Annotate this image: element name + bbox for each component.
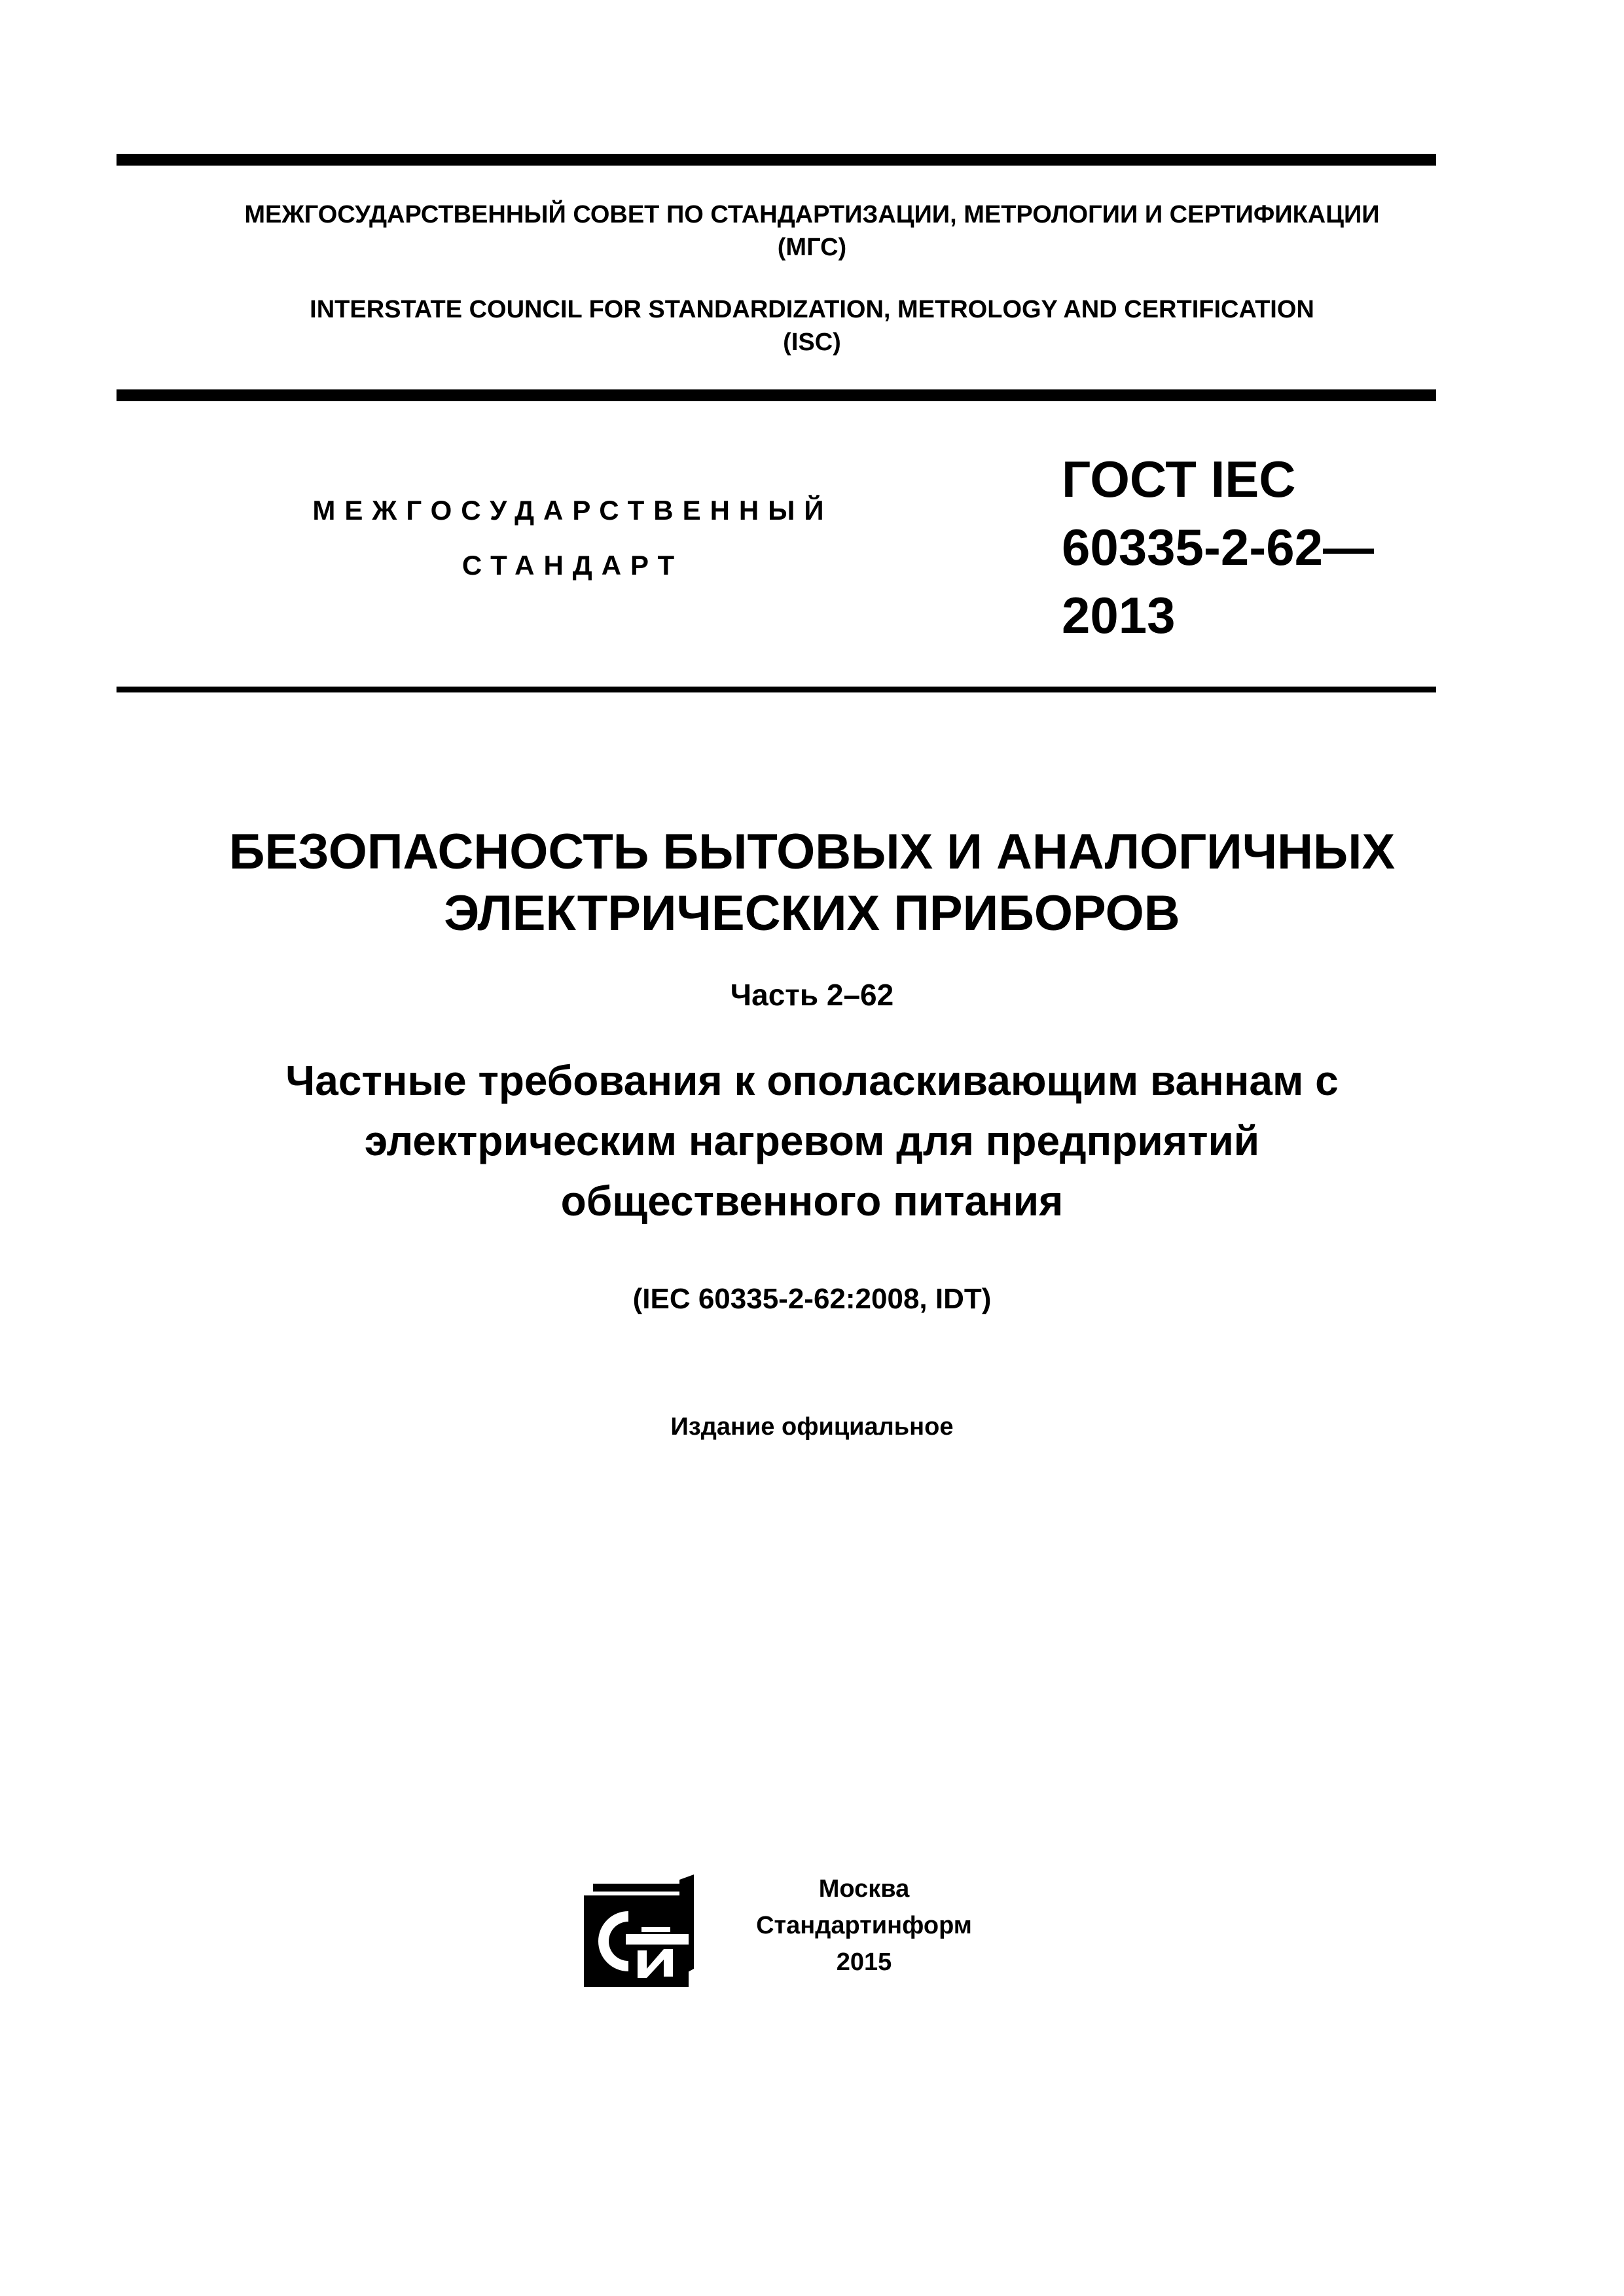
publisher-name: Стандартинформ: [756, 1912, 972, 1939]
middle-rule: [117, 389, 1436, 401]
part-number: Часть 2–62: [730, 978, 894, 1012]
gost-line2: 60335-2-62—: [1062, 518, 1374, 576]
thin-rule: [117, 687, 1436, 692]
standard-label-line2: СТАНДАРТ: [461, 550, 684, 581]
subtitle-line1: Частные требования к ополаскивающим ваннам с: [285, 1057, 1339, 1104]
publisher-city: Москва: [818, 1875, 910, 1903]
council-en: [0, 293, 1624, 359]
title-line2: ЭЛЕКТРИЧЕСКИХ ПРИБОРОВ: [444, 886, 1180, 941]
gost-designation: [1062, 445, 1428, 649]
title-line1: БЕЗОПАСНОСТЬ БЫТОВЫХ И АНАЛОГИЧНЫХ: [228, 824, 1396, 880]
gost-line3: 2013: [1062, 586, 1176, 644]
iec-reference: (IEC 60335-2-62:2008, IDT): [632, 1283, 992, 1315]
edition-note: Издание официальное: [670, 1413, 954, 1441]
council-en-name: INTERSTATE COUNCIL FOR STANDARDIZATION, METROLOGY AND CERTIFICATION: [310, 296, 1314, 323]
subtitle-line3: общественного питания: [560, 1177, 1064, 1225]
standartinform-logo-icon: [581, 1872, 706, 1993]
publisher-year: 2015: [836, 1948, 892, 1976]
document-title: [0, 821, 1624, 944]
subtitle-line2: электрическим нагревом для предприятий: [364, 1117, 1260, 1164]
gost-line1: ГОСТ IEC: [1062, 450, 1296, 508]
top-rule: [117, 154, 1436, 166]
document-subtitle: [0, 1050, 1624, 1231]
council-ru: [0, 198, 1624, 264]
council-ru-abbr: (МГС): [777, 234, 847, 261]
council-ru-name: МЕЖГОСУДАРСТВЕННЫЙ СОВЕТ ПО СТАНДАРТИЗАЦИИ, МЕТРОЛОГИИ И СЕРТИФИКАЦИИ: [244, 201, 1380, 228]
council-en-abbr: (ISC): [783, 329, 841, 356]
standard-label-line1: МЕЖГОСУДАРСТВЕННЫЙ: [312, 495, 833, 526]
